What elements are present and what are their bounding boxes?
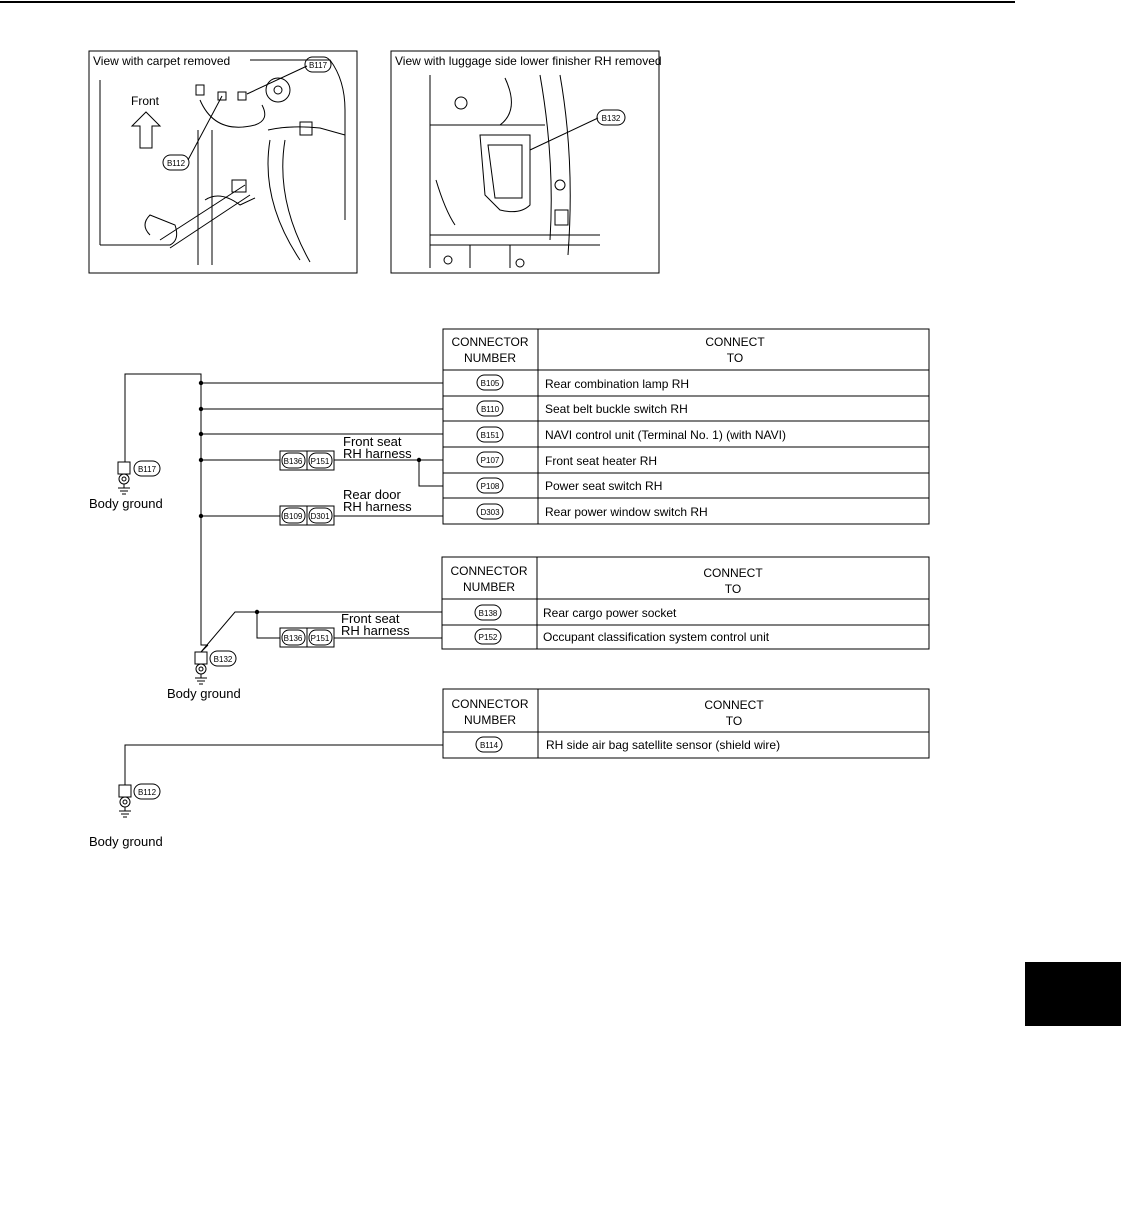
ground-b132 [195, 651, 236, 684]
callout-b132 [597, 110, 625, 125]
table-row [477, 452, 657, 468]
view-frame [391, 51, 659, 273]
carpet-sketch [100, 60, 345, 265]
svg-text:Rear power window switch RH: Rear power window switch RH [545, 505, 708, 519]
table-row [476, 737, 780, 752]
svg-text:B117: B117 [308, 61, 328, 70]
svg-text:Rear combination lamp RH: Rear combination lamp RH [545, 377, 690, 391]
svg-text:B112: B112 [166, 159, 186, 168]
header-to: TO [726, 351, 744, 365]
svg-text:B105: B105 [480, 379, 500, 388]
svg-text:RH harness: RH harness [343, 499, 412, 514]
table-row [477, 401, 688, 416]
table-row [477, 375, 689, 391]
table-row [475, 629, 770, 644]
table-row [477, 478, 662, 493]
svg-text:Rear cargo power socket: Rear cargo power socket [543, 606, 677, 620]
header-connect: CONNECT [705, 335, 765, 349]
view-carpet-removed [89, 51, 357, 273]
svg-text:Rear door: Rear door [343, 487, 401, 502]
connector-table-1 [443, 329, 929, 524]
svg-text:Front seat: Front seat [341, 611, 400, 626]
ground-b117 [118, 461, 160, 494]
header-connect: CONNECT [703, 566, 763, 580]
svg-text:B132: B132 [213, 655, 233, 664]
header-connector: CONNECTOR [451, 335, 529, 349]
header-number: NUMBER [463, 713, 517, 727]
table-row [477, 504, 708, 519]
svg-text:P151: P151 [310, 634, 330, 643]
svg-text:Power seat switch RH: Power seat switch RH [545, 479, 663, 493]
svg-text:D301: D301 [310, 512, 330, 521]
ground-b112 [119, 784, 160, 817]
svg-text:NAVI control unit (Terminal No: NAVI control unit (Terminal No. 1) (with NAVI) [545, 428, 786, 442]
svg-text:B112: B112 [137, 788, 157, 797]
svg-text:B117: B117 [137, 465, 157, 474]
view-title: View with carpet removed [93, 54, 231, 68]
connector-table-2 [442, 557, 929, 649]
body-ground-label: Body ground [89, 834, 163, 849]
view-frame [89, 51, 357, 273]
svg-text:Seat belt buckle switch RH: Seat belt buckle switch RH [545, 402, 688, 416]
callout-b117 [305, 57, 331, 72]
svg-text:B136: B136 [283, 634, 303, 643]
luggage-sketch [430, 75, 600, 268]
body-ground-label: Body ground [89, 496, 163, 511]
view-luggage-finisher-removed [391, 51, 662, 273]
wiring-b112 [125, 745, 443, 785]
connector-table-3 [443, 689, 929, 758]
svg-text:B138: B138 [478, 609, 498, 618]
front-arrow-icon [132, 112, 160, 148]
body-ground-label: Body ground [167, 686, 241, 701]
svg-text:B109: B109 [283, 512, 303, 521]
inline-front-seat-1 [280, 451, 334, 470]
front-label: Front [131, 94, 160, 108]
svg-text:RH side air bag satellite sens: RH side air bag satellite sensor (shield wire) [546, 738, 781, 752]
header-connector: CONNECTOR [450, 564, 528, 578]
svg-text:P107: P107 [480, 456, 500, 465]
section-tab [1025, 962, 1121, 1026]
header-number: NUMBER [463, 351, 517, 365]
svg-text:Occupant classification system: Occupant classification system control unit [543, 630, 770, 644]
header-number: NUMBER [462, 580, 516, 594]
header-connector: CONNECTOR [451, 697, 529, 711]
svg-text:RH harness: RH harness [343, 446, 412, 461]
svg-text:B110: B110 [480, 405, 500, 414]
svg-text:Front seat: Front seat [343, 434, 402, 449]
svg-text:RH harness: RH harness [341, 623, 410, 638]
view-title: View with luggage side lower finisher RH removed [395, 54, 662, 68]
svg-text:P108: P108 [480, 482, 500, 491]
inline-rear-door [280, 506, 334, 525]
svg-text:D303: D303 [480, 508, 500, 517]
svg-text:P151: P151 [310, 457, 330, 466]
svg-text:B136: B136 [283, 457, 303, 466]
header-to: TO [725, 714, 743, 728]
table-row [477, 427, 786, 442]
inline-front-seat-2 [280, 628, 334, 647]
svg-text:P152: P152 [478, 633, 498, 642]
header-connect: CONNECT [704, 698, 764, 712]
callout-b112 [163, 155, 189, 170]
svg-text:Front seat heater RH: Front seat heater RH [545, 454, 658, 468]
header-to: TO [724, 582, 742, 596]
svg-text:B114: B114 [479, 741, 499, 750]
svg-text:B151: B151 [480, 431, 500, 440]
table-row [475, 605, 677, 620]
svg-text:B132: B132 [601, 114, 621, 123]
